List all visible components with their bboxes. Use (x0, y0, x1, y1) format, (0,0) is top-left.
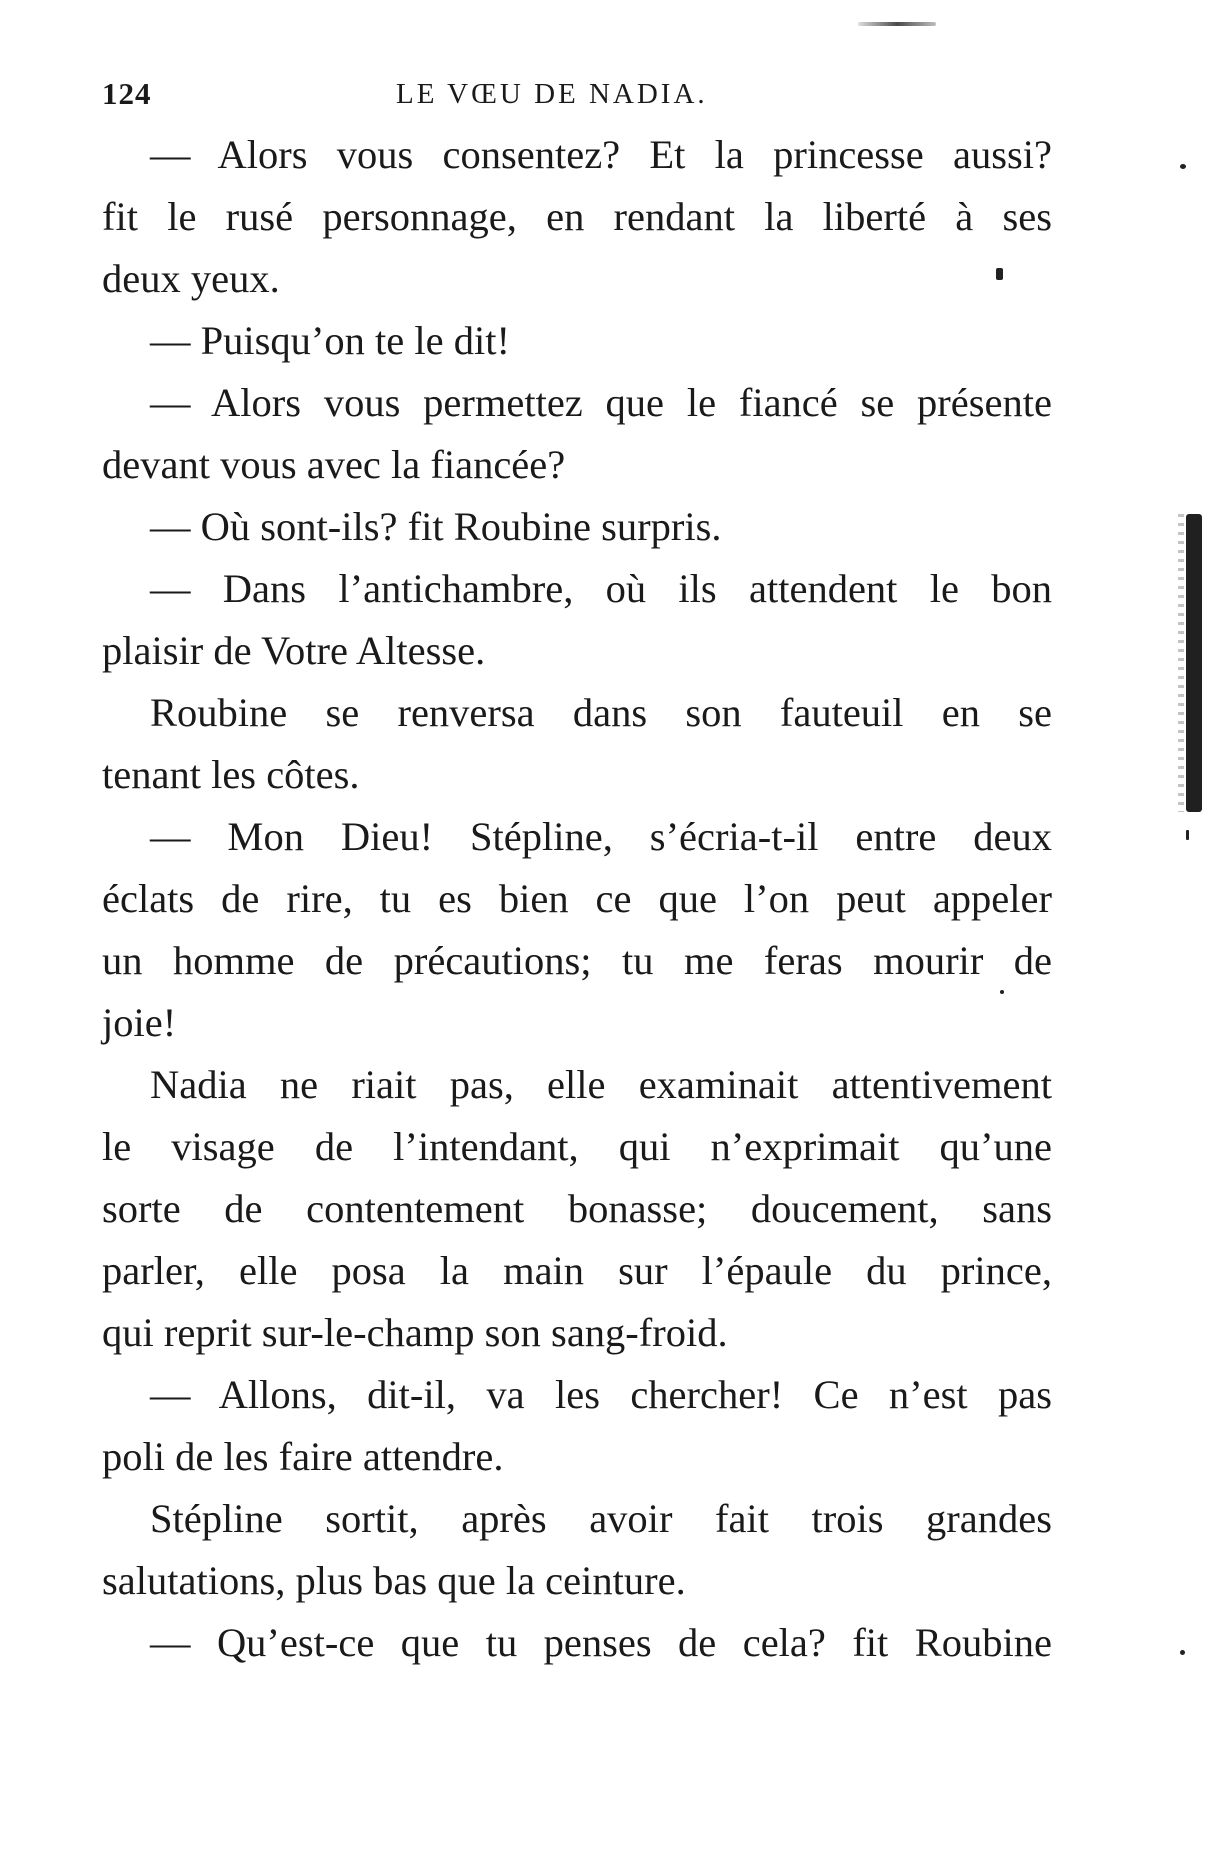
text-line: qui reprit sur-le-champ son sang-froid. (102, 1310, 728, 1355)
print-mark (858, 22, 936, 26)
running-title: LE VŒU DE NADIA. (396, 78, 708, 110)
text-line: — Allons, dit-il, va les chercher! Ce n’est pas (150, 1372, 1052, 1417)
text-line: plaisir de Votre Altesse. (102, 628, 486, 673)
ink-speck (996, 268, 1003, 280)
text-line: Nadia ne riait pas, elle examinait attentivement (150, 1062, 1052, 1107)
ink-speck (1180, 164, 1186, 169)
ink-speck (1186, 830, 1189, 840)
text-line: devant vous avec la fiancée? (102, 442, 566, 487)
text-line: éclats de rire, tu es bien ce que l’on peut appeler (102, 876, 1052, 921)
text-line: deux yeux. (102, 256, 280, 301)
text-line: fit le rusé personnage, en rendant la liberté à ses (102, 194, 1052, 239)
text-line: parler, elle posa la main sur l’épaule du prince, (102, 1248, 1052, 1293)
text-line: Roubine se renversa dans son fauteuil en se (150, 690, 1052, 735)
text-line: sorte de contentement bonasse; doucement, sans (102, 1186, 1052, 1231)
text-line: — Où sont-ils? fit Roubine surpris. (150, 504, 722, 549)
text-line: salutations, plus bas que la ceinture. (102, 1558, 686, 1603)
text-line: — Dans l’antichambre, où ils attendent le bon (150, 566, 1052, 611)
page-number: 124 (102, 76, 152, 111)
ink-speck (1000, 990, 1004, 994)
body-text (102, 124, 1052, 1674)
text-line: — Mon Dieu! Stépline, s’écria-t-il entre deux (150, 814, 1052, 859)
scan-margin-mark (1186, 514, 1202, 812)
text-line: Stépline sortit, après avoir fait trois grandes (150, 1496, 1052, 1541)
text-line: — Puisqu’on te le dit! (150, 318, 510, 363)
text-line: — Alors vous permettez que le fiancé se présente (150, 380, 1052, 425)
text-line: tenant les côtes. (102, 752, 360, 797)
page-header (102, 76, 1052, 116)
text-line: le visage de l’intendant, qui n’exprimait qu’une (102, 1124, 1052, 1169)
text-line: un homme de précautions; tu me feras mourir de (102, 938, 1052, 983)
text-line: — Alors vous consentez? Et la princesse aussi? (150, 132, 1052, 177)
ink-speck (1180, 1650, 1185, 1655)
text-line: joie! (102, 1000, 177, 1045)
text-line: — Qu’est-ce que tu penses de cela? fit Roubine (150, 1620, 1052, 1665)
text-line: poli de les faire attendre. (102, 1434, 504, 1479)
